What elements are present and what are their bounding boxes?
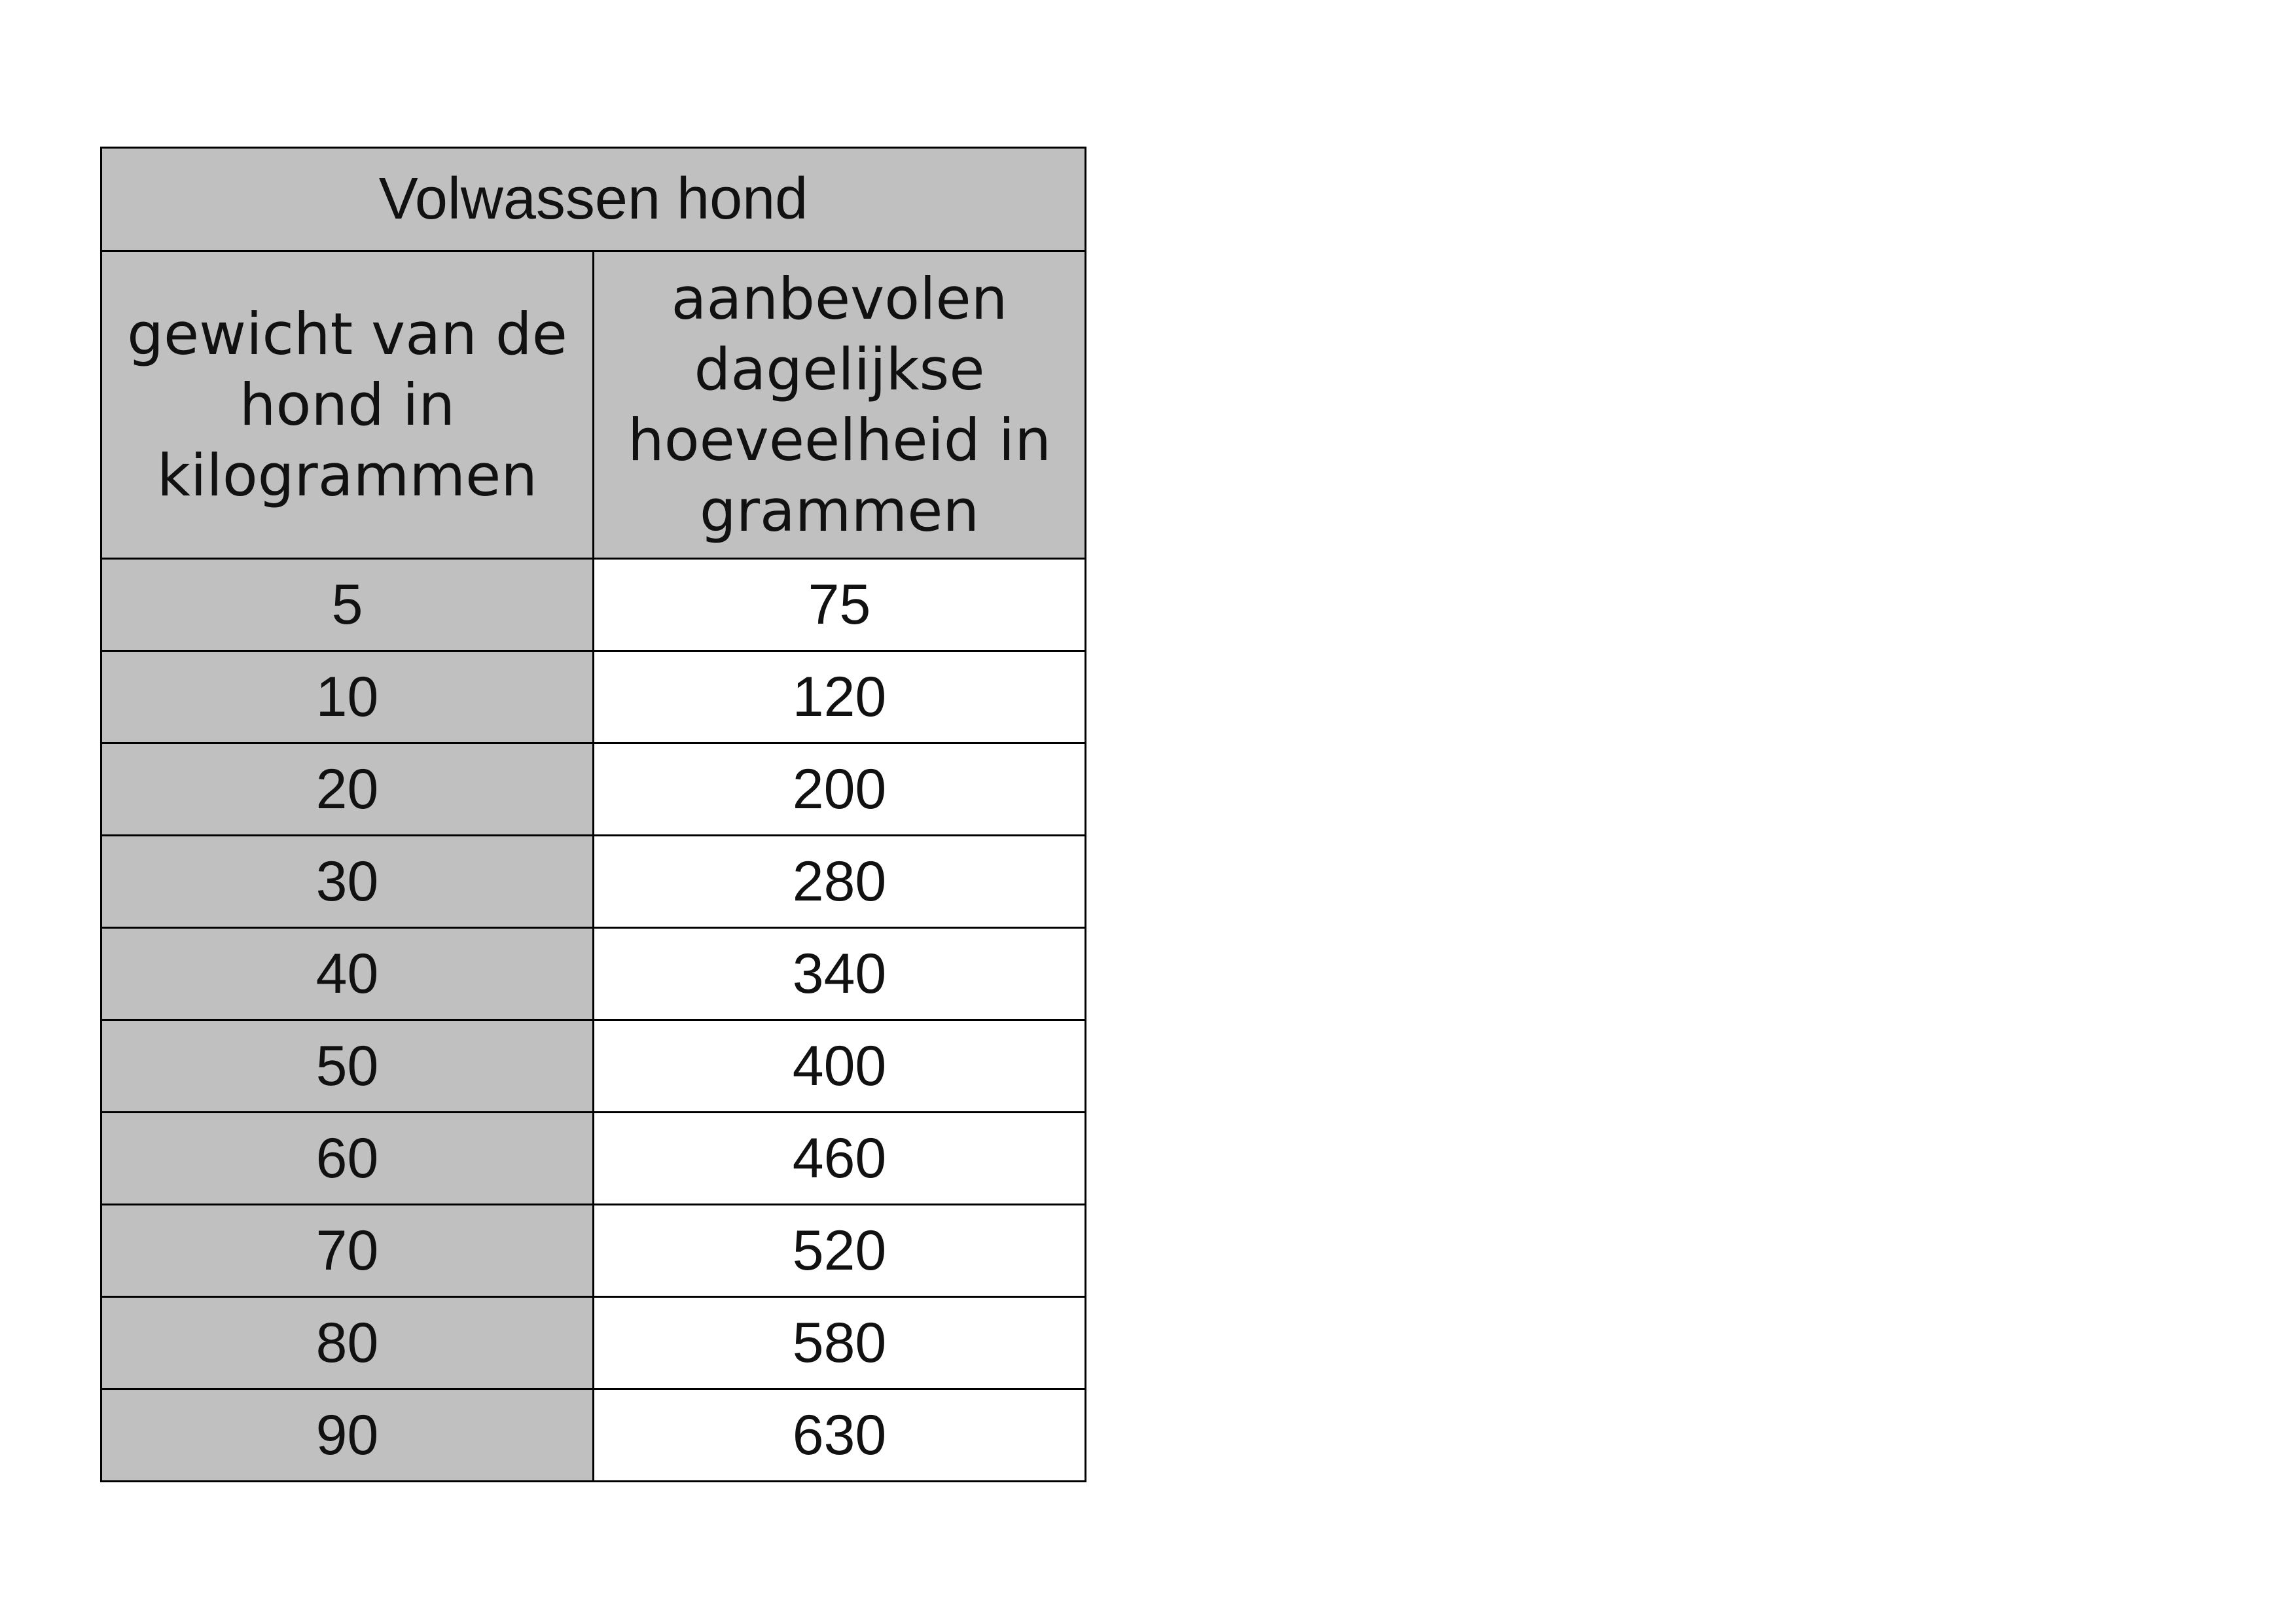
weight-cell: 40 xyxy=(101,928,594,1020)
weight-cell: 60 xyxy=(101,1113,594,1205)
amount-column-header xyxy=(594,251,1086,559)
amount-cell: 520 xyxy=(594,1205,1086,1297)
weight-cell: 50 xyxy=(101,1020,594,1113)
amount-cell: 120 xyxy=(594,651,1086,743)
amount-cell: 630 xyxy=(594,1389,1086,1482)
table-row xyxy=(101,1297,1086,1389)
table-body xyxy=(101,148,1086,1482)
weight-cell: 10 xyxy=(101,651,594,743)
amount-cell: 340 xyxy=(594,928,1086,1020)
weight-cell: 80 xyxy=(101,1297,594,1389)
table-header-row xyxy=(101,251,1086,559)
table-row xyxy=(101,743,1086,836)
weight-column-header-label: gewicht van de hond in kilogrammen xyxy=(127,300,567,509)
table-row xyxy=(101,1113,1086,1205)
table-row xyxy=(101,651,1086,743)
table-row xyxy=(101,928,1086,1020)
weight-cell: 90 xyxy=(101,1389,594,1482)
amount-cell: 200 xyxy=(594,743,1086,836)
table-title: Volwassen hond xyxy=(101,148,1086,251)
amount-cell: 580 xyxy=(594,1297,1086,1389)
amount-cell: 400 xyxy=(594,1020,1086,1113)
weight-cell: 30 xyxy=(101,836,594,928)
amount-cell: 280 xyxy=(594,836,1086,928)
weight-cell: 5 xyxy=(101,559,594,651)
amount-cell: 75 xyxy=(594,559,1086,651)
weight-cell: 70 xyxy=(101,1205,594,1297)
amount-cell: 460 xyxy=(594,1113,1086,1205)
dog-food-table xyxy=(100,147,1086,1482)
table-row xyxy=(101,1020,1086,1113)
weight-column-header xyxy=(101,251,594,559)
table-title-row xyxy=(101,148,1086,251)
table-row xyxy=(101,1389,1086,1482)
amount-column-header-label: aanbevolen dagelijkse hoeveelheid in grammen xyxy=(628,264,1051,544)
table-row xyxy=(101,836,1086,928)
table-row xyxy=(101,559,1086,651)
weight-cell: 20 xyxy=(101,743,594,836)
table-row xyxy=(101,1205,1086,1297)
